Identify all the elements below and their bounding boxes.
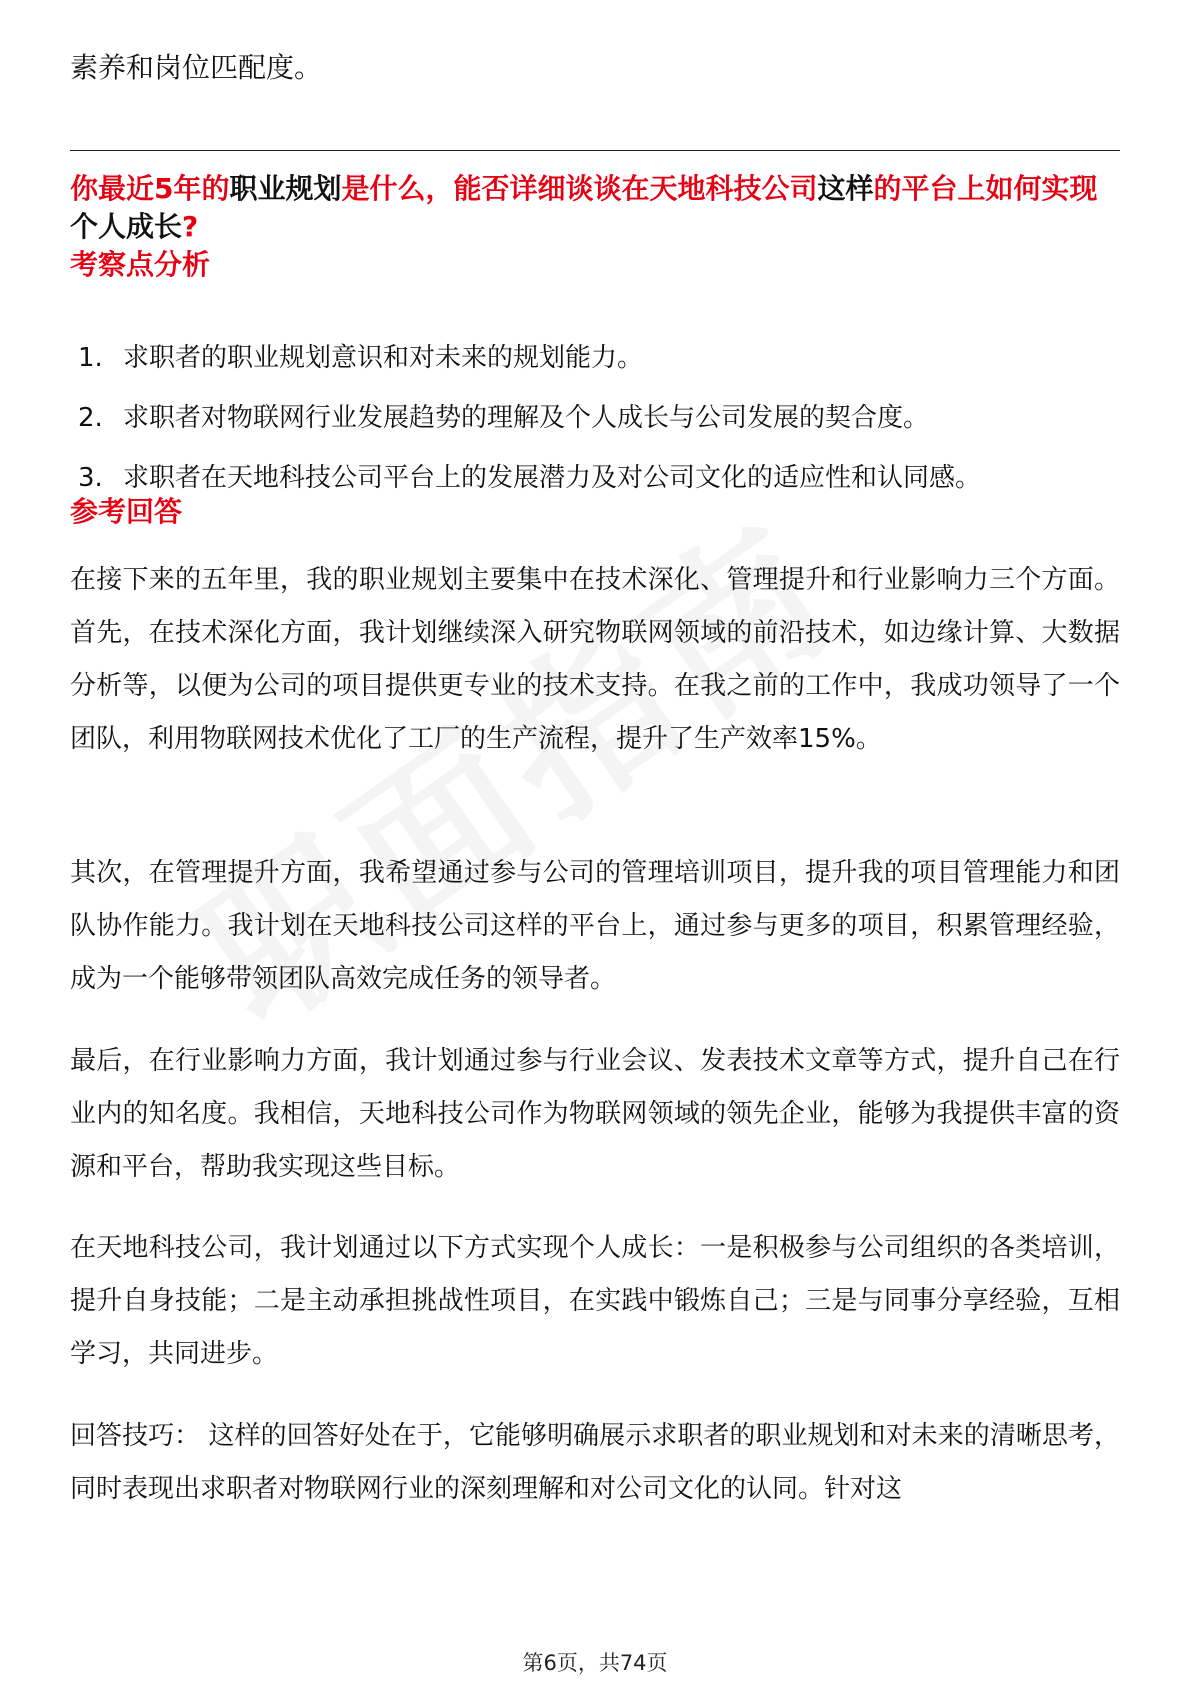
question-segment: 你最近5年的 — [70, 172, 230, 205]
question-segment: 是什么，能否详细谈谈在天地科技公司 — [341, 172, 818, 205]
paragraph-text: 回答技巧： 这样的回答好处在于，它能够明确展示求职者的职业规划和对未来的清晰思考，同时表现出求职者对物联网行业的深刻理解和对公司文化的认同。针对这 — [70, 1421, 1120, 1504]
list-number: 3. — [78, 463, 103, 493]
paragraph-text: 最后，在行业影响力方面，我计划通过参与行业会议、发表技术文章等方式，提升自己在行业内的知名度。我相信，天地科技公司作为物联网领域的领先企业，能够为我提供丰富的资源和平台，帮助我实现这些目标。 — [70, 1046, 1120, 1182]
answer-heading: 参考回答 — [70, 495, 183, 528]
list-item — [78, 340, 1118, 376]
analysis-heading: 考察点分析 — [70, 248, 211, 281]
paragraph-text: 其次，在管理提升方面，我希望通过参与公司的管理培训项目，提升我的项目管理能力和团队协作能力。我计划在天地科技公司这样的平台上，通过参与更多的项目，积累管理经验，成为一个能够带领团队高效完成任务的领导者。 — [70, 858, 1120, 994]
answer-tips — [70, 1410, 1120, 1516]
list-text: 求职者的职业规划意识和对未来的规划能力。 — [123, 343, 644, 373]
question-segment: 职业规划 — [229, 172, 342, 205]
answer-paragraph — [70, 847, 1120, 1006]
answer-paragraph — [70, 554, 1120, 766]
section-divider — [70, 150, 1120, 151]
continued-text: 素养和岗位匹配度。 — [70, 51, 323, 84]
answer-paragraph — [70, 1035, 1120, 1194]
list-text: 求职者对物联网行业发展趋势的理解及个人成长与公司发展的契合度。 — [123, 403, 930, 433]
paragraph-text: 在接下来的五年里，我的职业规划主要集中在技术深化、管理提升和行业影响力三个方面。首先，在技术深化方面，我计划继续深入研究物联网领域的前沿技术，如边缘计算、大数据分析等，以便为公司的项目提供更专业的技术支持。在我之前的工作中，我成功领导了一个团队，利用物联网技术优化了工厂的生产流程，提升了生产效率15%。 — [70, 565, 1120, 754]
list-number: 2. — [78, 403, 103, 433]
question-segment: 个人成长 — [70, 210, 183, 243]
page-number: 第6页，共74页 — [522, 1651, 668, 1675]
list-text: 求职者在天地科技公司平台上的发展潜力及对公司文化的适应性和认同感。 — [123, 463, 982, 493]
list-number: 1. — [78, 343, 103, 373]
question-segment: 这样 — [817, 172, 874, 205]
question-segment: 的平台上如何实现 — [873, 172, 1098, 205]
question-title — [70, 170, 1120, 246]
question-segment: ? — [182, 210, 199, 243]
list-item — [78, 400, 1118, 436]
paragraph-text: 在天地科技公司，我计划通过以下方式实现个人成长：一是积极参与公司组织的各类培训，提升自身技能；二是主动承担挑战性项目，在实践中锻炼自己；三是与同事分享经验，互相学习，共同进步。 — [70, 1233, 1120, 1369]
answer-paragraph — [70, 1222, 1120, 1381]
